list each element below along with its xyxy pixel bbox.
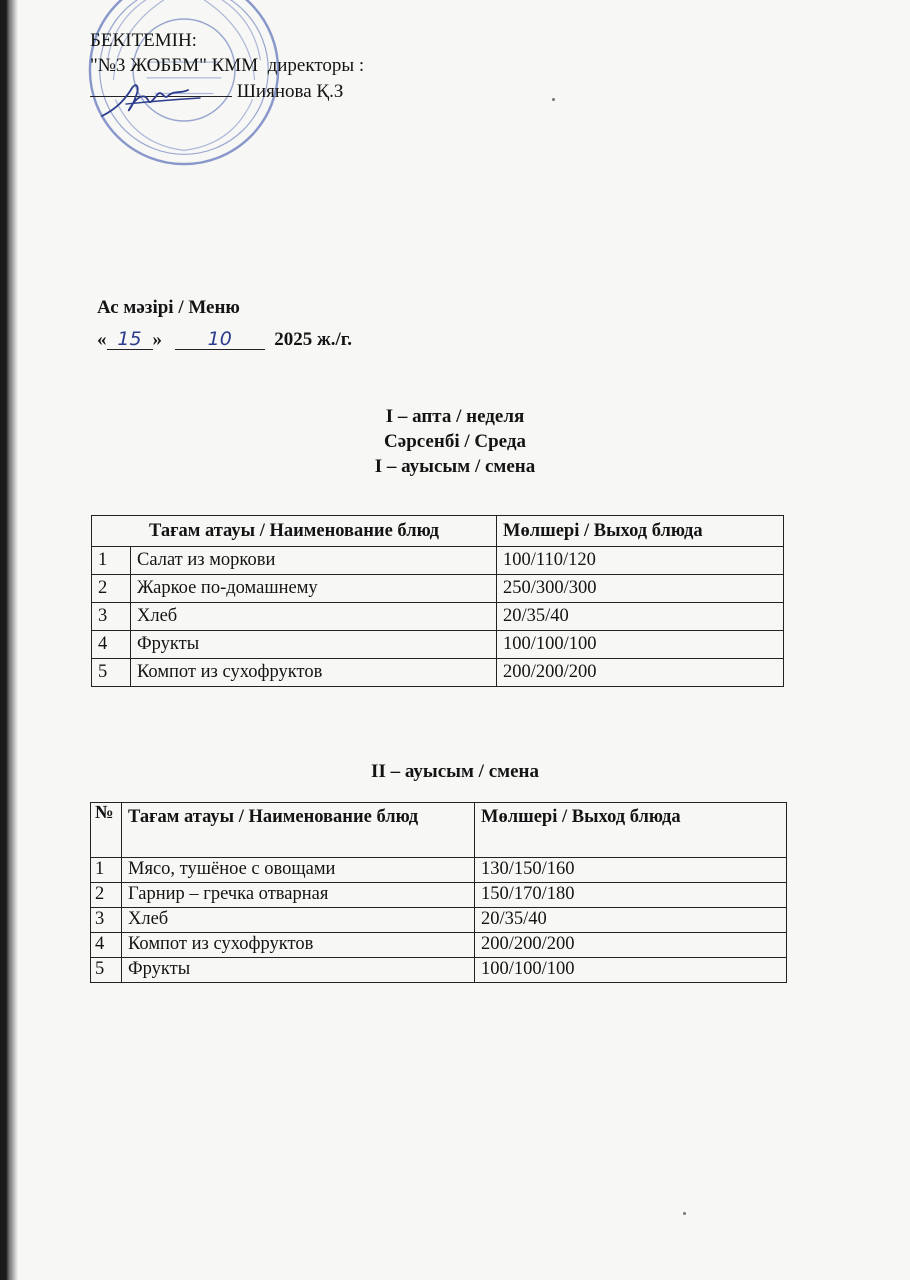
row-number: 2 bbox=[92, 575, 131, 603]
row-number: 3 bbox=[91, 908, 122, 933]
row-number: 4 bbox=[91, 933, 122, 958]
row-number: 5 bbox=[92, 659, 131, 687]
row-number: 1 bbox=[91, 858, 122, 883]
date-open-quote: « bbox=[97, 329, 107, 350]
row-number: 5 bbox=[91, 958, 122, 983]
table-row bbox=[91, 908, 787, 933]
week-label: I – апта / неделя bbox=[385, 406, 525, 427]
number-header: № bbox=[91, 803, 122, 858]
dish-name-header: Тағам атауы / Наименование блюд bbox=[122, 803, 475, 858]
portion: 100/110/120 bbox=[497, 547, 784, 575]
date-year: 2025 ж./г. bbox=[274, 329, 353, 350]
dish-name: Мясо, тушёное с овощами bbox=[122, 858, 475, 883]
dish-name: Гарнир – гречка отварная bbox=[122, 883, 475, 908]
shift1-menu-table bbox=[91, 515, 784, 687]
table-header-row bbox=[91, 803, 787, 858]
menu-date bbox=[97, 324, 352, 356]
dish-name-header: Тағам атауы / Наименование блюд bbox=[92, 516, 497, 547]
approval-title: БЕКІТЕМІН: bbox=[90, 30, 197, 51]
portion-header: Мөлшері / Выход блюда bbox=[475, 803, 787, 858]
portion: 100/100/100 bbox=[475, 958, 787, 983]
shift1-label: I – ауысым / смена bbox=[374, 456, 536, 477]
dish-name: Хлеб bbox=[131, 603, 497, 631]
portion: 200/200/200 bbox=[475, 933, 787, 958]
table-row bbox=[91, 958, 787, 983]
day-label: Сәрсенбі / Среда bbox=[384, 431, 526, 452]
portion-header: Мөлшері / Выход блюда bbox=[497, 516, 784, 547]
table-row bbox=[91, 883, 787, 908]
dish-name: Компот из сухофруктов bbox=[131, 659, 497, 687]
menu-title: Ас мәзірі / Меню bbox=[97, 297, 240, 318]
portion: 150/170/180 bbox=[475, 883, 787, 908]
table-row bbox=[92, 575, 784, 603]
scan-edge-shadow bbox=[0, 0, 18, 1280]
row-number: 2 bbox=[91, 883, 122, 908]
table-row bbox=[92, 603, 784, 631]
table-row bbox=[92, 659, 784, 687]
scan-speck bbox=[683, 1212, 686, 1215]
portion: 200/200/200 bbox=[497, 659, 784, 687]
date-day: 15 bbox=[107, 329, 153, 350]
shift2-label: II – ауысым / смена bbox=[371, 761, 539, 782]
director-name: Шиянова Қ.З bbox=[236, 81, 344, 102]
table-row bbox=[91, 933, 787, 958]
table-row bbox=[92, 547, 784, 575]
row-number: 4 bbox=[92, 631, 131, 659]
handwritten-signature bbox=[96, 78, 206, 124]
date-close-quote: » bbox=[152, 329, 162, 350]
row-number: 3 bbox=[92, 603, 131, 631]
dish-name: Компот из сухофруктов bbox=[122, 933, 475, 958]
approval-organization: "№3 ЖОББМ" КММ директоры : bbox=[90, 55, 365, 76]
portion: 100/100/100 bbox=[497, 631, 784, 659]
scan-speck bbox=[552, 98, 555, 101]
menu-heading bbox=[97, 292, 352, 356]
shift2-menu-table bbox=[90, 802, 787, 983]
schedule-heading bbox=[0, 404, 910, 479]
portion: 20/35/40 bbox=[475, 908, 787, 933]
table-row bbox=[91, 858, 787, 883]
dish-name: Хлеб bbox=[122, 908, 475, 933]
portion: 250/300/300 bbox=[497, 575, 784, 603]
row-number: 1 bbox=[92, 547, 131, 575]
dish-name: Салат из моркови bbox=[131, 547, 497, 575]
dish-name: Жаркое по-домашнему bbox=[131, 575, 497, 603]
date-month: 10 bbox=[175, 329, 265, 350]
dish-name: Фрукты bbox=[131, 631, 497, 659]
table-row bbox=[92, 631, 784, 659]
portion: 20/35/40 bbox=[497, 603, 784, 631]
portion: 130/150/160 bbox=[475, 858, 787, 883]
dish-name: Фрукты bbox=[122, 958, 475, 983]
table-header-row bbox=[92, 516, 784, 547]
